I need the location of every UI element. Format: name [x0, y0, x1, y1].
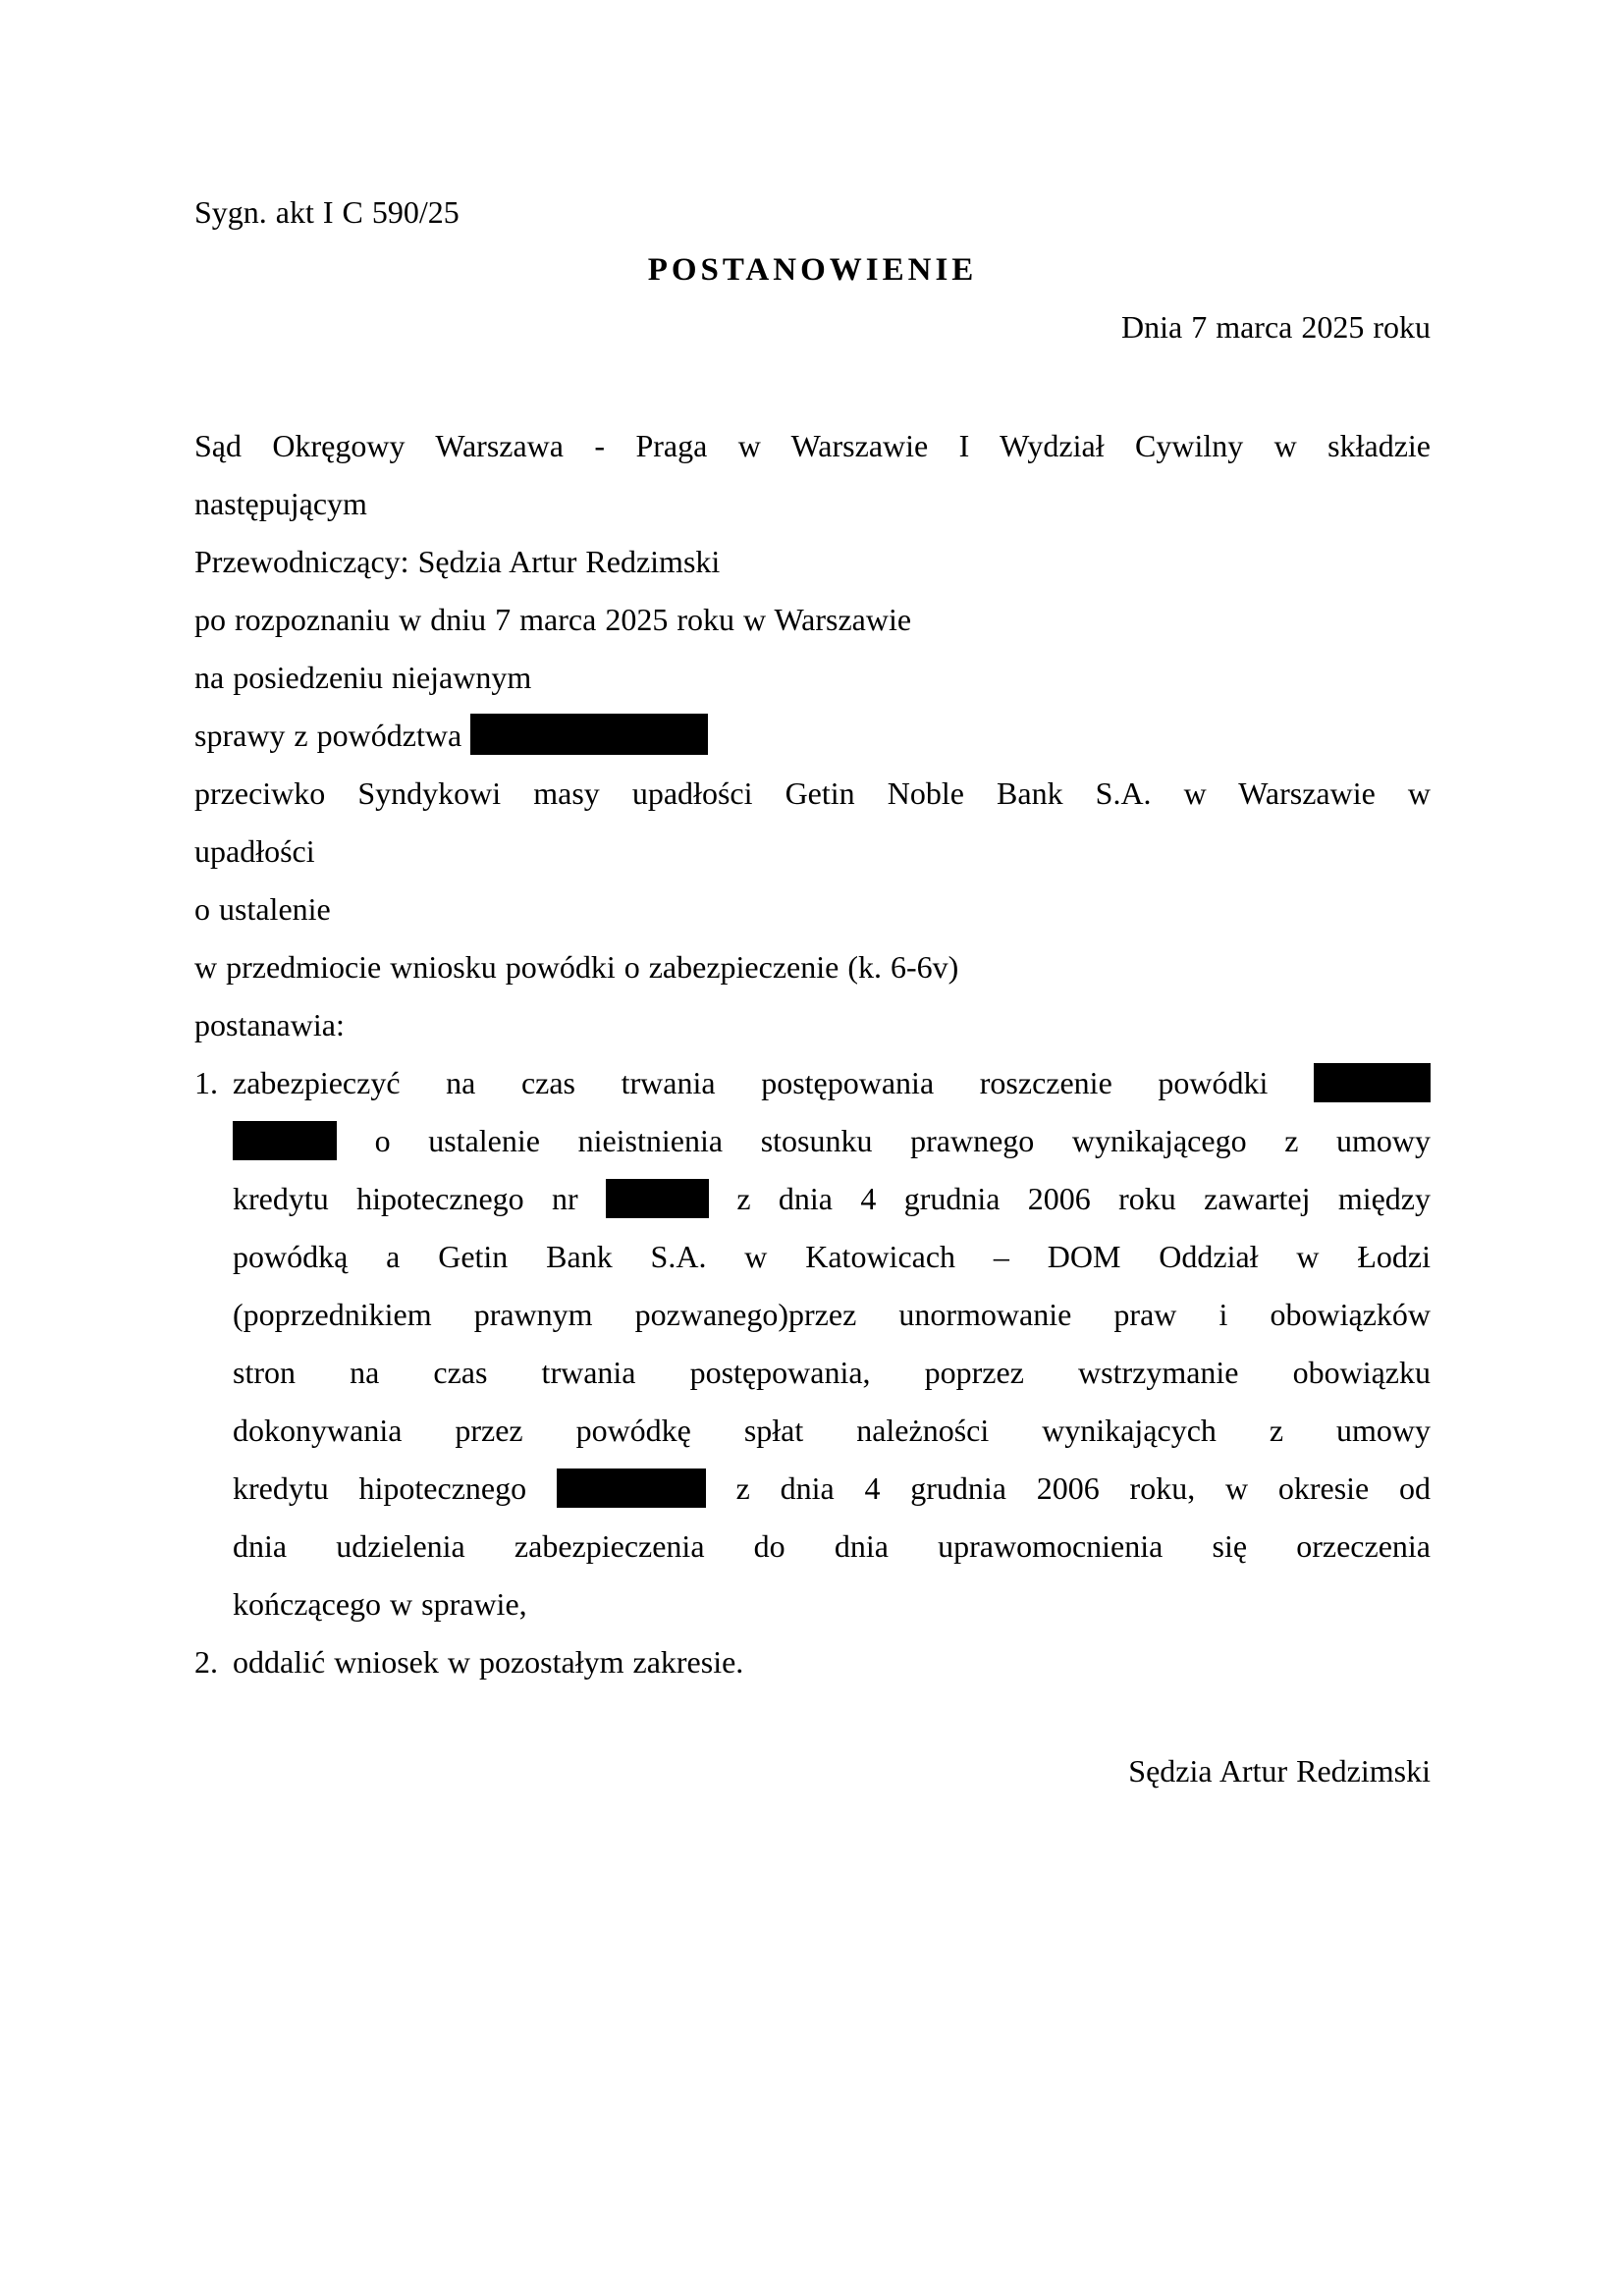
ruling-item — [194, 1054, 1431, 1633]
preamble-line — [194, 649, 1431, 707]
text-run: o ustalenie — [194, 891, 331, 927]
preamble — [194, 417, 1431, 1054]
preamble-line — [194, 533, 1431, 591]
ruling-line — [233, 1460, 1431, 1518]
redaction-box — [606, 1179, 709, 1218]
text-run: powódką a Getin Bank S.A. w Katowicach – DOM Oddział w Łodzi — [233, 1239, 1431, 1274]
ruling-line — [233, 1344, 1431, 1402]
text-run: następującym — [194, 486, 367, 521]
text-run: dnia udzielenia zabezpieczenia do dnia uprawomocnienia się orzeczenia — [233, 1528, 1431, 1564]
preamble-line — [194, 417, 1431, 475]
text-run: kredytu hipotecznego nr — [233, 1181, 607, 1216]
text-run: w przedmiocie wniosku powódki o zabezpieczenie (k. 6-6v) — [194, 949, 959, 985]
redaction-box — [557, 1468, 706, 1508]
document-title: POSTANOWIENIE — [647, 252, 978, 288]
ruling-item — [194, 1633, 1431, 1691]
text-run: z dnia 4 grudnia 2006 roku zawartej między — [709, 1181, 1432, 1216]
ruling-line — [233, 1518, 1431, 1575]
preamble-line — [194, 938, 1431, 996]
text-run: na posiedzeniu niejawnym — [194, 660, 532, 695]
redaction-box — [1314, 1063, 1431, 1102]
case-number: Sygn. akt I C 590/25 — [194, 194, 460, 230]
judge-signature: Sędzia Artur Redzimski — [1128, 1753, 1431, 1789]
text-run: (poprzednikiem prawnym pozwanego)przez unormowanie praw i obowiązków — [233, 1297, 1431, 1332]
text-run: upadłości — [194, 833, 315, 869]
text-run: sprawy z powództwa — [194, 718, 471, 753]
preamble-line — [194, 707, 1431, 765]
ruling-line — [233, 1112, 1431, 1170]
ruling-line — [233, 1228, 1431, 1286]
text-run: zabezpieczyć na czas trwania postępowania roszczenie powódki — [233, 1065, 1314, 1100]
text-run: dokonywania przez powódkę spłat należności wynikających z umowy — [233, 1413, 1431, 1448]
text-run: Sąd Okręgowy Warszawa - Praga w Warszawie I Wydział Cywilny w składzie — [194, 428, 1431, 463]
ruling-line — [233, 1633, 1431, 1691]
document-title-row — [194, 240, 1431, 299]
ruling-line — [233, 1286, 1431, 1344]
redaction-box — [233, 1121, 337, 1160]
preamble-line — [194, 765, 1431, 823]
preamble-line — [194, 591, 1431, 649]
preamble-line — [194, 881, 1431, 938]
text-run: kredytu hipotecznego — [233, 1470, 557, 1506]
text-run: stron na czas trwania postępowania, poprzez wstrzymanie obowiązku — [233, 1355, 1431, 1390]
text-run: postanawia: — [194, 1007, 345, 1042]
text-run: przeciwko Syndykowi masy upadłości Getin Noble Bank S.A. w Warszawie w — [194, 775, 1431, 811]
text-run: z dnia 4 grudnia 2006 roku, w okresie od — [705, 1470, 1432, 1506]
ruling-item-number: 1. — [194, 1065, 218, 1100]
text-run: oddalić wniosek w pozostałym zakresie. — [233, 1644, 744, 1680]
text-run: o ustalenie nieistnienia stosunku prawnego wynikającego z umowy — [337, 1123, 1431, 1158]
text-run: Przewodniczący: Sędzia Artur Redzimski — [194, 544, 721, 579]
ruling-line — [233, 1054, 1431, 1112]
document-body — [194, 417, 1431, 1800]
preamble-line — [194, 475, 1431, 533]
ruling-line — [233, 1402, 1431, 1460]
ruling-item-number: 2. — [194, 1644, 218, 1680]
text-run: kończącego w sprawie, — [233, 1586, 527, 1622]
ruling-line — [233, 1575, 1431, 1633]
text-run: po rozpoznaniu w dniu 7 marca 2025 roku w Warszawie — [194, 602, 912, 637]
redaction-box — [470, 714, 708, 755]
preamble-line — [194, 823, 1431, 881]
preamble-line — [194, 996, 1431, 1054]
document-date: Dnia 7 marca 2025 roku — [1120, 309, 1431, 345]
ruling-line — [233, 1170, 1431, 1228]
rulings-list — [194, 1054, 1431, 1691]
